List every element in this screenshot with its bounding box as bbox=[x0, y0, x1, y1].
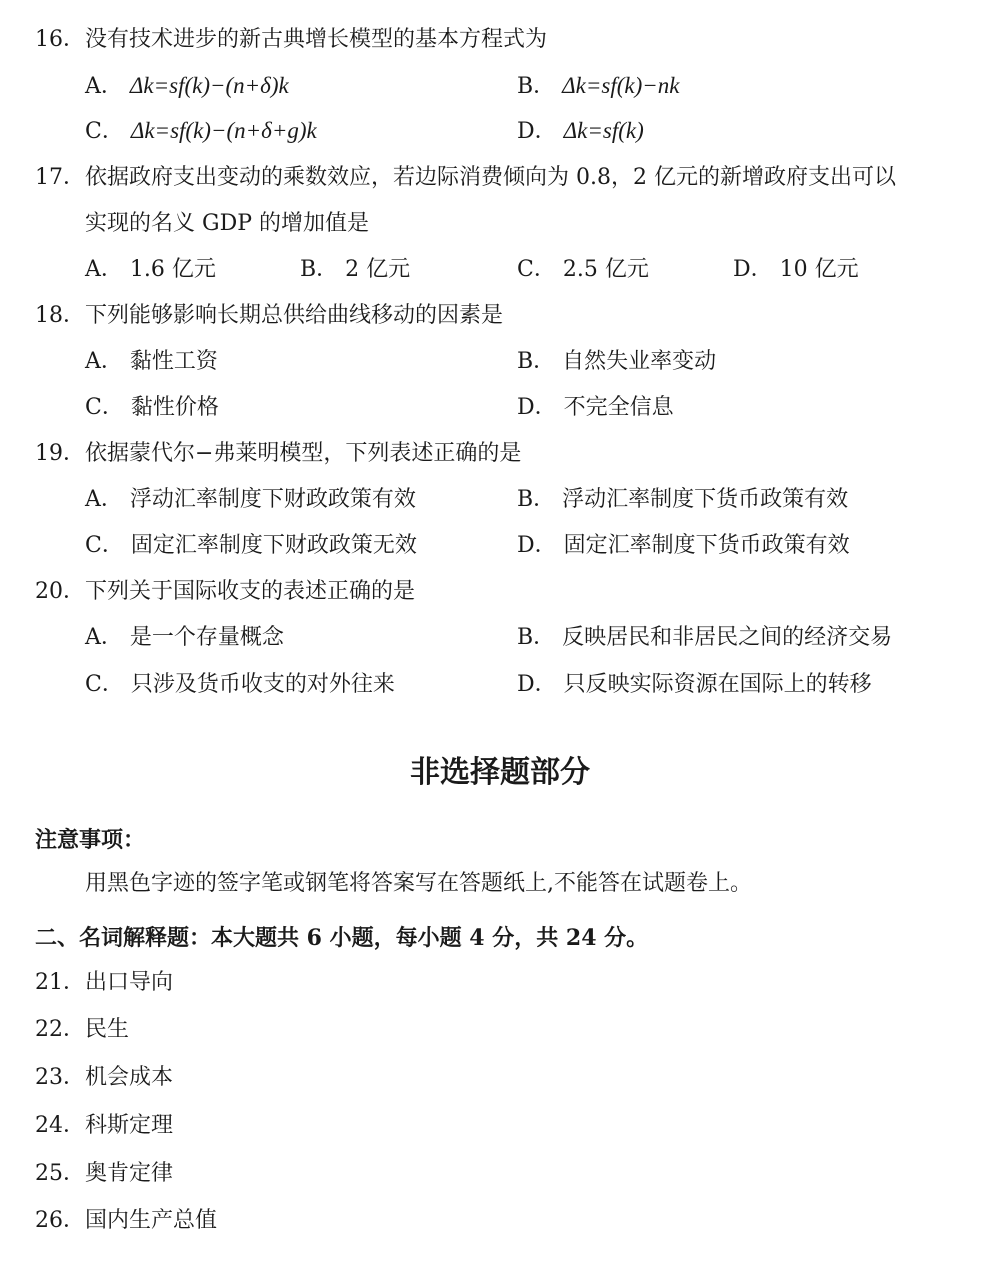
option-text: 2.5 亿元 bbox=[562, 257, 649, 282]
question-stem: 没有技术进步的新古典增长模型的基本方程式为 bbox=[85, 27, 548, 52]
option-label: D． bbox=[733, 257, 773, 282]
option-label: A． bbox=[85, 257, 123, 282]
option-a bbox=[85, 486, 416, 514]
term-item bbox=[35, 1064, 173, 1092]
option-label: A． bbox=[85, 74, 123, 99]
option-label: C． bbox=[517, 257, 556, 282]
option-label: B． bbox=[517, 487, 556, 512]
option-text: 是一个存量概念 bbox=[129, 625, 284, 650]
option-label: B． bbox=[517, 349, 556, 374]
term-text: 机会成本 bbox=[85, 1065, 174, 1090]
option-label: B． bbox=[300, 257, 339, 282]
question-number: 17． bbox=[35, 165, 85, 190]
term-item bbox=[35, 1160, 173, 1188]
option-text: 只反映实际资源在国际上的转移 bbox=[563, 672, 872, 697]
option-d bbox=[517, 117, 644, 146]
term-number: 21． bbox=[35, 970, 85, 995]
question-stem: 依据蒙代尔−弗莱明模型，下列表述正确的是 bbox=[85, 441, 522, 466]
question-number: 16． bbox=[35, 27, 85, 52]
term-text: 奥肯定律 bbox=[85, 1161, 174, 1186]
option-b bbox=[517, 486, 848, 514]
option-label: D． bbox=[517, 533, 557, 558]
question-20 bbox=[35, 578, 415, 606]
option-d bbox=[517, 394, 674, 422]
term-text: 科斯定理 bbox=[85, 1113, 174, 1138]
option-b bbox=[300, 256, 410, 284]
question-18 bbox=[35, 302, 503, 330]
option-label: B． bbox=[517, 74, 556, 99]
notice-heading: 注意事项： bbox=[35, 827, 146, 853]
option-text: 自然失业率变动 bbox=[562, 349, 717, 374]
option-label: C． bbox=[85, 119, 124, 144]
option-text: 黏性工资 bbox=[129, 349, 218, 374]
term-text: 出口导向 bbox=[85, 970, 174, 995]
term-item bbox=[35, 969, 173, 997]
term-number: 25． bbox=[35, 1161, 85, 1186]
question-number: 20． bbox=[35, 579, 85, 604]
question-stem: 依据政府支出变动的乘数效应，若边际消费倾向为 0.8，2 亿元的新增政府支出可以 bbox=[85, 165, 896, 190]
term-text: 国内生产总值 bbox=[85, 1208, 218, 1233]
option-text: 固定汇率制度下货币政策有效 bbox=[563, 533, 850, 558]
term-number: 22． bbox=[35, 1017, 85, 1042]
option-text: 只涉及货币收支的对外往来 bbox=[130, 672, 395, 697]
notice-text: 用黑色字迹的签字笔或钢笔将答案写在答题纸上,不能答在试题卷上。 bbox=[85, 871, 752, 896]
option-label: C． bbox=[85, 672, 124, 697]
option-text: Δk=sf(k)−(n+δ+g)k bbox=[130, 118, 317, 143]
option-b bbox=[517, 624, 892, 652]
question-16 bbox=[35, 26, 547, 54]
option-text: Δk=sf(k) bbox=[563, 118, 644, 143]
section-title: 非选择题部分 bbox=[410, 755, 590, 790]
question-17 bbox=[35, 164, 896, 192]
option-text: 浮动汇率制度下货币政策有效 bbox=[562, 487, 849, 512]
option-label: A． bbox=[85, 625, 123, 650]
term-number: 26． bbox=[35, 1208, 85, 1233]
term-number: 23． bbox=[35, 1065, 85, 1090]
question-stem-continued: 实现的名义 GDP 的增加值是 bbox=[85, 211, 370, 236]
term-text: 民生 bbox=[85, 1017, 130, 1042]
term-item bbox=[35, 1112, 173, 1140]
question-stem: 下列关于国际收支的表述正确的是 bbox=[85, 579, 416, 604]
option-d bbox=[733, 256, 859, 284]
option-a bbox=[85, 624, 284, 652]
term-item bbox=[35, 1016, 129, 1044]
question-number: 18． bbox=[35, 303, 85, 328]
option-d bbox=[517, 532, 850, 560]
option-text: 2 亿元 bbox=[345, 257, 411, 282]
question-19 bbox=[35, 440, 521, 468]
option-a bbox=[85, 256, 216, 284]
option-text: 黏性价格 bbox=[130, 395, 219, 420]
option-label: A． bbox=[85, 487, 123, 512]
option-text: Δk=sf(k)−nk bbox=[562, 73, 680, 98]
option-c bbox=[517, 256, 649, 284]
term-item bbox=[35, 1207, 217, 1235]
option-c bbox=[85, 671, 395, 699]
option-text: 不完全信息 bbox=[563, 395, 674, 420]
option-a bbox=[85, 72, 289, 101]
option-label: A． bbox=[85, 349, 123, 374]
part2-heading: 二、名词解释题：本大题共 6 小题，每小题 4 分，共 24 分。 bbox=[35, 925, 649, 951]
option-label: B． bbox=[517, 625, 556, 650]
option-a bbox=[85, 348, 218, 376]
option-d bbox=[517, 671, 872, 699]
option-text: 1.6 亿元 bbox=[129, 257, 216, 282]
option-b bbox=[517, 348, 716, 376]
option-c bbox=[85, 117, 317, 146]
question-number: 19． bbox=[35, 441, 85, 466]
option-text: Δk=sf(k)−(n+δ)k bbox=[129, 73, 289, 98]
option-c bbox=[85, 394, 219, 422]
option-b bbox=[517, 72, 680, 101]
option-label: D． bbox=[517, 119, 557, 144]
option-label: C． bbox=[85, 395, 124, 420]
option-label: D． bbox=[517, 672, 557, 697]
option-c bbox=[85, 532, 417, 560]
option-text: 浮动汇率制度下财政政策有效 bbox=[129, 487, 416, 512]
option-label: D． bbox=[517, 395, 557, 420]
question-stem: 下列能够影响长期总供给曲线移动的因素是 bbox=[85, 303, 504, 328]
option-text: 反映居民和非居民之间的经济交易 bbox=[562, 625, 893, 650]
option-text: 固定汇率制度下财政政策无效 bbox=[130, 533, 417, 558]
option-label: C． bbox=[85, 533, 124, 558]
term-number: 24． bbox=[35, 1113, 85, 1138]
option-text: 10 亿元 bbox=[779, 257, 859, 282]
